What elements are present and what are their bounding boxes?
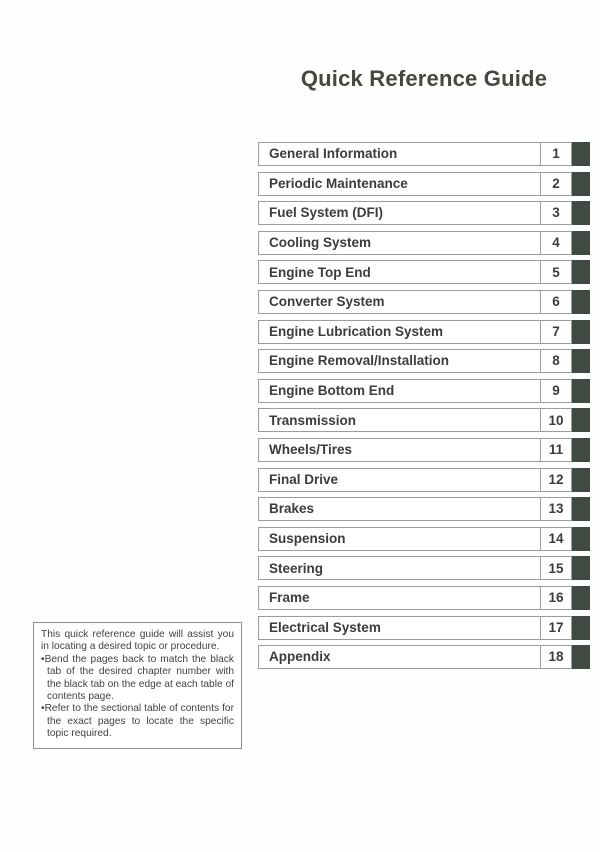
chapter-number: 12 [548,471,564,487]
chapter-label: Engine Removal/Installation [269,353,450,369]
chapter-row[interactable] [258,468,590,492]
chapter-row[interactable] [258,142,590,166]
chapter-number: 8 [552,353,560,369]
chapter-row[interactable] [258,586,590,610]
chapter-row[interactable] [258,645,590,669]
chapter-row[interactable] [258,497,590,521]
chapter-number: 9 [552,383,560,398]
chapter-label: Suspension [269,530,346,546]
chapter-label-cell[interactable] [258,527,540,551]
chapter-label-cell[interactable] [258,438,540,462]
chapter-number: 15 [548,560,564,576]
chapter-number: 14 [548,530,564,546]
chapter-label-cell[interactable] [258,231,540,255]
chapter-label: General Information [269,146,398,162]
chapter-black-tab [572,408,590,432]
chapter-label: Engine Lubrication System [269,323,444,339]
chapter-label-cell[interactable] [258,290,540,314]
chapter-number-cell[interactable] [540,645,572,669]
chapter-label-cell[interactable] [258,379,540,403]
chapter-number-cell[interactable] [540,586,572,610]
note-bullet-bend-pages: •Bend the pages back to match the black tab of the desired chapter number with the black tab on the edge at each table of contents page. [41,653,234,703]
chapter-black-tab [572,320,590,344]
chapter-row[interactable] [258,527,590,551]
chapter-label: Periodic Maintenance [269,175,408,191]
chapter-number-cell[interactable] [540,438,572,462]
chapter-black-tab [572,142,590,166]
chapter-number: 18 [548,649,564,665]
chapter-number: 2 [552,175,560,191]
chapter-number-cell[interactable] [540,231,572,255]
chapter-label-cell[interactable] [258,468,540,492]
chapter-number-cell[interactable] [540,379,572,403]
chapter-row[interactable] [258,379,590,403]
chapter-number-cell[interactable] [540,142,572,166]
chapter-black-tab [572,497,590,521]
chapter-label: Electrical System [269,619,381,635]
chapter-label: Appendix [269,649,331,665]
chapter-black-tab [572,586,590,610]
chapter-black-tab [572,201,590,225]
chapter-label-cell[interactable] [258,349,540,373]
chapter-label: Steering [269,560,324,576]
chapter-number-cell[interactable] [540,408,572,432]
chapter-number: 5 [552,264,560,280]
chapter-black-tab [572,290,590,314]
chapter-number: 16 [548,590,564,606]
chapter-number-cell[interactable] [540,201,572,225]
chapter-number-cell[interactable] [540,260,572,284]
chapter-row[interactable] [258,231,590,255]
chapter-label: Cooling System [269,235,372,251]
chapter-label-cell[interactable] [258,497,540,521]
usage-note-box [33,622,242,749]
chapter-label-cell[interactable] [258,201,540,225]
chapter-row[interactable] [258,616,590,640]
chapter-row[interactable] [258,201,590,225]
chapter-label-cell[interactable] [258,142,540,166]
chapter-black-tab [572,616,590,640]
chapter-row[interactable] [258,172,590,196]
chapter-label: Brakes [269,501,315,517]
chapter-number-cell[interactable] [540,497,572,521]
chapter-label: Engine Top End [269,264,371,280]
chapter-number-cell[interactable] [540,290,572,314]
chapter-number-cell[interactable] [540,527,572,551]
chapter-number: 10 [548,412,564,428]
chapter-row[interactable] [258,320,590,344]
chapter-label-cell[interactable] [258,645,540,669]
chapter-number-cell[interactable] [540,616,572,640]
chapter-label-cell[interactable] [258,408,540,432]
chapter-number: 6 [552,294,560,310]
chapter-number-cell[interactable] [540,349,572,373]
chapter-row[interactable] [258,349,590,373]
chapter-black-tab [572,556,590,580]
chapter-label: Wheels/Tires [269,442,353,458]
chapter-list [258,142,590,675]
chapter-black-tab [572,349,590,373]
chapter-label-cell[interactable] [258,556,540,580]
chapter-number: 4 [552,235,560,251]
chapter-black-tab [572,438,590,462]
chapter-number-cell[interactable] [540,320,572,344]
chapter-label-cell[interactable] [258,320,540,344]
chapter-row[interactable] [258,556,590,580]
chapter-black-tab [572,379,590,403]
chapter-number: 13 [548,501,564,517]
chapter-label: Fuel System (DFI) [269,205,384,221]
chapter-label: Converter System [269,294,385,310]
chapter-number: 7 [552,323,560,339]
chapter-number-cell[interactable] [540,556,572,580]
chapter-row[interactable] [258,290,590,314]
chapter-number: 1 [552,146,560,162]
chapter-label-cell[interactable] [258,586,540,610]
chapter-label: Engine Bottom End [269,383,395,398]
note-intro-text: This quick reference guide will assist you in locating a desired topic or procedure. [41,629,234,653]
page-title: Quick Reference Guide [300,66,548,91]
chapter-black-tab [572,527,590,551]
chapter-number: 17 [548,619,564,635]
chapter-row[interactable] [258,438,590,462]
chapter-black-tab [572,172,590,196]
chapter-black-tab [572,231,590,255]
chapter-number: 11 [548,442,564,458]
chapter-number-cell[interactable] [540,468,572,492]
chapter-row[interactable] [258,408,590,432]
chapter-row[interactable] [258,260,590,284]
chapter-black-tab [572,645,590,669]
chapter-number-cell[interactable] [540,172,572,196]
chapter-label-cell[interactable] [258,616,540,640]
chapter-black-tab [572,260,590,284]
note-bullet-sectional-toc: •Refer to the sectional table of contents for the exact pages to locate the specific topic required. [41,703,234,740]
chapter-black-tab [572,468,590,492]
chapter-label: Transmission [269,412,357,428]
chapter-number: 3 [552,205,560,221]
chapter-label-cell[interactable] [258,172,540,196]
chapter-label: Final Drive [269,471,339,487]
chapter-label: Frame [269,590,310,606]
chapter-label-cell[interactable] [258,260,540,284]
